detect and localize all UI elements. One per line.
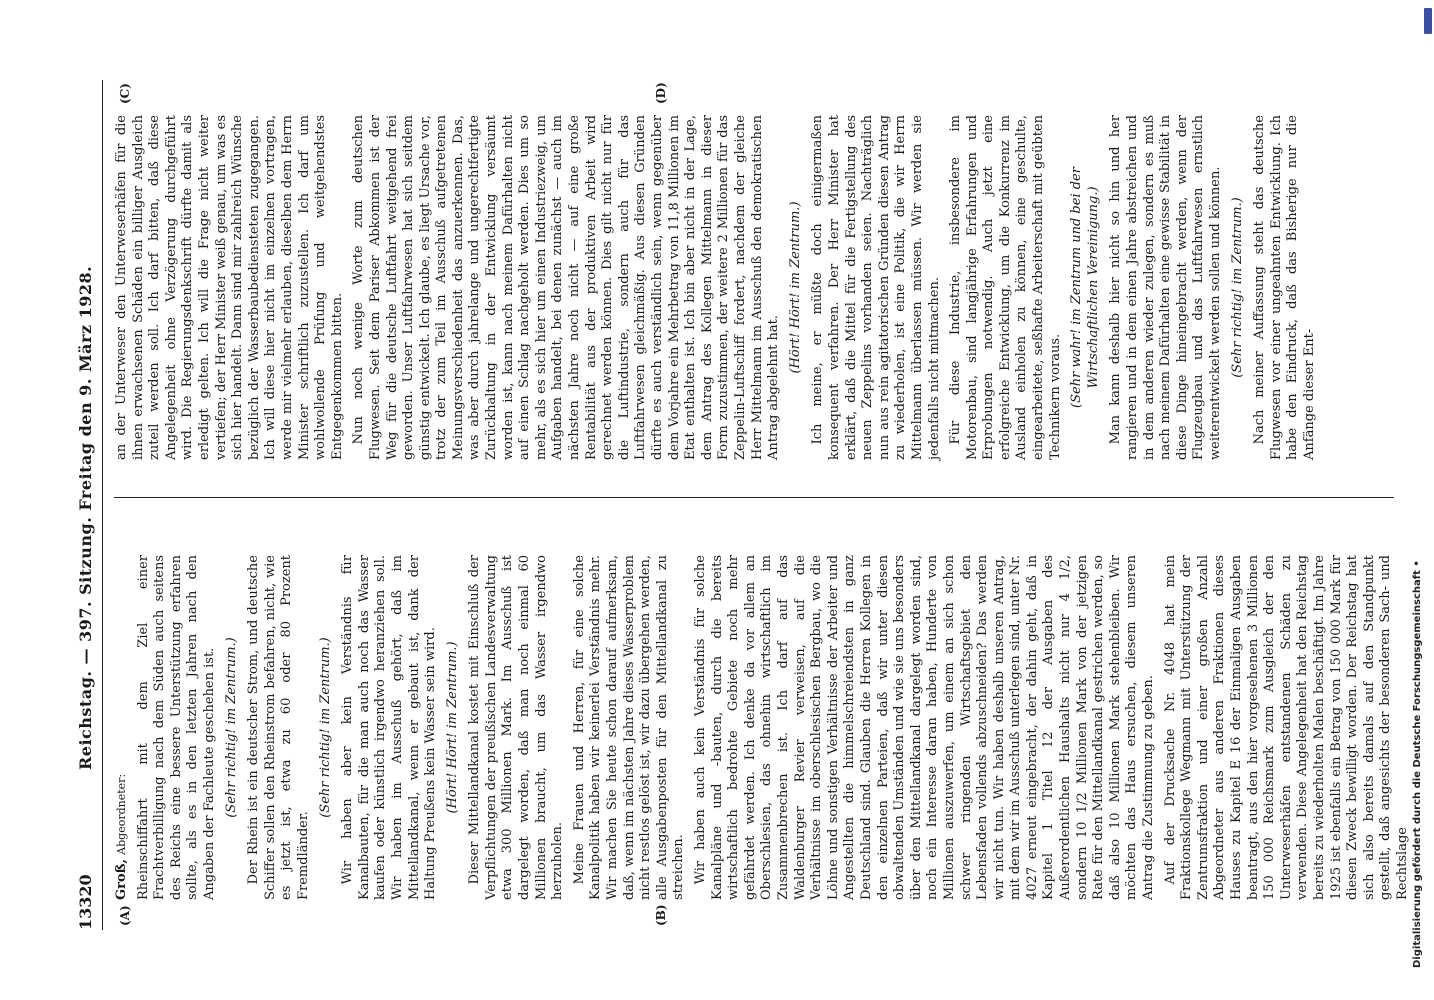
paragraph: Wir haben aber kein Verständnis für Kanalbauten, für die man auch noch das Wasser kaufen oder künstlich irgendwo heranziehen soll. Wir haben im Ausschuß gehört, daß im Mittellandkanal, wenn er gebaut ist, dank der Haltung Preußens kein Wasser sein wird. xyxy=(340,555,439,900)
reaction: (Sehr richtig! im Zentrum.) xyxy=(317,637,333,818)
rotated-page xyxy=(74,80,1410,930)
speaker-name: Groß, xyxy=(114,858,129,900)
reaction: (Hört! Hört! im Zentrum.) xyxy=(787,201,803,374)
column-divider xyxy=(114,497,1394,498)
reaction: (Hört! Hört! im Zentrum.) xyxy=(444,641,460,814)
speaker-line xyxy=(114,555,131,900)
paragraph: Auf der Drucksache Nr. 4048 hat mein Fraktionskollege Wegmann mit Unterstützung der Zentrumsfraktion und einer großen Anzahl Abgeordneter aus anderen Fraktionen dieses Hauses zu Kapitel E 16 der Einmaligen Ausgaben beantragt, aus den hier vorgesehenen 3 Millionen 150 000 Reichsmark zum Ausgleich der den Unterweserhäfen entstandenen Schäden zu verwenden. Diese Angelegenheit hat den Reichstag bereits zu wiederholten Malen beschäftigt. Im Jahre 1925 ist ebenfalls ein Betrag von 150 000 Mark für diesen Zweck bewilligt worden. Der Reichstag hat sich also bereits damals auf den Standpunkt gestellt, daß angesichts der besonderen Sach- und Rechtslage xyxy=(1162,555,1410,900)
paragraph: Der Rhein ist ein deutscher Strom, und deutsche Schiffer sollen den Rheinstrom befahren, nicht, wie es jetzt ist, etwa zu 60 oder 80 Prozent Fremdländer. xyxy=(246,555,311,900)
page-header xyxy=(74,80,100,930)
paragraph: Wir haben auch kein Verständnis für solche Kanalpläne und -bauten, durch die bereits wirtschaftlich bedrohte Gebiete noch mehr gefährdet werden. Ich denke da vor allem an Oberschlesien, das ohnehin wirtschaftlich im Zusammenbrechen ist. Ich darf auf das Waldenburger Revier verweisen, auf die Verhältnisse im oberschlesischen Bergbau, wo die Löhne und sonstigen Verhältnisse der Arbeiter und Angestellten die himmelschreiendsten in ganz Deutschland sind. Glauben die Herren Kollegen in den einzelnen Parteien, daß wir unter diesen obwaltenden Umständen und wie sie uns besonders über den Mittellandkanal dargelegt worden sind, noch ein Interesse daran haben, Hunderte von Millionen auszuwerfen, um einem an sich schon schwer ringenden Wirtschaftsgebiet den Lebensfaden vollends abzuschneiden? Das werden wir nicht tun. Wir haben deshalb unseren Antrag, mit dem wir im Ausschuß unterlegen sind, unter Nr. 4027 erneut eingebracht, der dahin geht, daß in Kapitel 1 Titel 12 der Ausgaben des Außerordentlichen Haushalts nicht nur 4 1/2, sondern 10 1/2 Millionen Mark von der jetzigen Rate für den Mittellandkanal gestrichen werden, so daß also 10 Millionen Mark stehenbleiben. Wir möchten das Haus ersuchen, diesem unseren Antrag die Zustimmung zu geben. xyxy=(693,555,1157,900)
left-column xyxy=(114,555,1410,900)
paragraph: Rheinschiffahrt mit dem Ziel einer Frachtverbilligung nach dem Süden auch seitens des Reichs eine bessere Unterstützung erfahren sollte, als es in den letzten Jahren nach den Angaben der Fachleute geschehen ist. xyxy=(135,555,217,900)
reaction: (Sehr richtig! im Zentrum.) xyxy=(223,637,239,818)
margin-marker-d: (D) xyxy=(654,82,668,104)
paragraph: Meine Frauen und Herren, für eine solche Kanalpolitik haben wir keinerlei Verständnis mehr. Wir machen Sie heute schon darauf aufmerksam, daß, wenn im nächsten Jahre dieses Wasserproblem nicht restlos gelöst ist, wir dazu übergehen werden, alle Ausgabenposten für den Mittellandkanal zu streichen. xyxy=(571,555,687,900)
margin-marker-a: (A) xyxy=(118,905,132,926)
paragraph: Ich meine, er müßte doch einigermaßen konsequent verfahren. Der Herr Minister hat erklärt, daß die Mittel für die Fertigstellung des neuen Zeppelins vorhanden seien. Nachträglich nun aus rein agitatorischen Gründen diesen Antrag zu wiederholen, ist eine Politik, die wir Herrn Mittelmann überlassen müssen. Wir werden sie jedenfalls nicht mitmachen. xyxy=(810,115,942,460)
right-column xyxy=(114,115,1384,460)
running-head: Reichstag. — 397. Sitzung. Freitag den 9. März 1928. xyxy=(76,265,95,770)
digitization-credit: Digitalisierung gefördert durch die Deutsche Forschungsgemeinschaft • xyxy=(1412,560,1423,968)
paragraph: Nach meiner Auffassung steht das deutsche Flugwesen vor einer ungeahnten Entwicklung. Ich habe den Eindruck, daß das Bisherige nur die Anfänge dieser Ent- xyxy=(1252,115,1317,460)
speaker-role: Abgeordneter: xyxy=(115,773,128,855)
paragraph: an der Unterweser den Unterweserhäfen für die ihnen erwachsenen Schäden ein billiger Ausgleich zuteil werden soll. Ich darf bitten, daß diese Angelegenheit ohne Verzögerung durchgeführt wird. Die Regierungsdenkschrift dürfte damit als erledigt gelten. Ich will die Frage nicht weiter vertiefen; der Herr Minister weiß genau, um was es sich hier handelt. Dann sind mir zahlreich Wünsche bezüglich der Wasserbaubediensteten zugegangen. Ich will diese hier nicht im einzelnen vortragen, werde mir vielmehr erlauben, dieselben dem Herrn Minister schriftlich zuzustellen. Ich darf um wohlwollende Prüfung und weitgehendstes Entgegenkommen bitten. xyxy=(114,115,345,460)
paragraph: Man kann deshalb hier nicht so hin und her rangieren und in dem einen Jahre abstreichen und in dem anderen wieder zulegen, sondern es muß nach meinem Dafürhalten eine gewisse Stabilität in diese Dinge hineingebracht werden, wenn der Flugzeugbau und das Luftfahrwesen ernstlich weiterentwickelt werden sollen und können. xyxy=(1108,115,1223,460)
reaction: (Sehr wahr! im Zentrum und bei der Wirtschaftlichen Vereinigung.) xyxy=(1069,167,1101,408)
paragraph: Für diese Industrie, insbesondere im Motorenbau, sind langjährige Erfahrungen und Erprobungen notwendig. Auch jetzt eine erfolgreiche Entwicklung, um die Konkurrenz im Ausland einholen zu können, eine geschulte, eingearbeitete, seßhafte Arbeiterschaft mit geübten Technikern voraus. xyxy=(948,115,1063,460)
margin-marker-b: (B) xyxy=(654,904,668,926)
dfg-logo xyxy=(1424,8,1432,34)
header-rule xyxy=(102,80,103,930)
margin-marker-c: (C) xyxy=(118,83,132,104)
paragraph: Dieser Mittellandkanal kostet mit Einschluß der Verpflichtungen der preußischen Landesverwaltung etwa 300 Millionen Mark. Im Ausschuß ist dargelegt worden, daß man noch einmal 60 Millionen braucht, um das Wasser irgendwo herzuholen. xyxy=(467,555,566,900)
reaction: (Sehr richtig! im Zentrum.) xyxy=(1229,197,1245,378)
paragraph: Nun noch wenige Worte zum deutschen Flugwesen. Seit dem Pariser Abkommen ist der Weg für die deutsche Luftfahrt weitgehend frei geworden. Unser Luftfahrwesen hat sich seitdem günstig entwickelt. Ich glaube, es liegt Ursache vor, trotz der zum Teil im Ausschuß aufgetretenen Meinungsverschiedenheit das anzuerkennen. Das, was aber durch jahrelange und ungerechtfertigte Zurückhaltung in der Entwicklung versäumt worden ist, kann nach meinem Dafürhalten nicht auf einen Schlag nachgeholt werden. Dies um so mehr, als es sich hier um einen Industriezweig, um Aufgaben handelt, bei denen zunächst — auch im nächsten Jahre noch nicht — auf eine große Rentabilität aus der produktiven Arbeit wird gerechnet werden können. Dies gilt nicht nur für die Luftindustrie, sondern auch für das Luftfahrwesen gleichmäßig. Aus diesen Gründen dürfte es auch verständlich sein, wenn gegenüber dem Vorjahre ein Mehrbetrag von 11,8 Millionen im Etat enthalten ist. Ich bin aber nicht in der Lage, dem Antrag des Kollegen Mittelmann in dieser Form zuzustimmen, der weitere 2 Millionen für das Zeppelin-Luftschiff fordert, nachdem der gleiche Herr Mittelmann im Ausschuß den demokratischen Antrag abgelehnt hat. xyxy=(351,115,782,460)
page-number: 13320 xyxy=(76,874,95,930)
